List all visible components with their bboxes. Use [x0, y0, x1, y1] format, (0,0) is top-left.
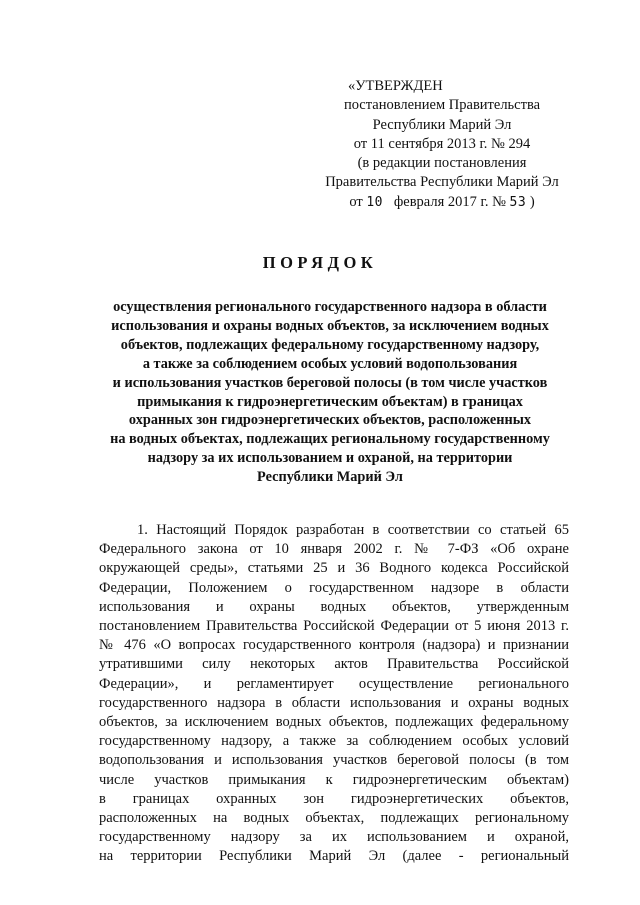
body-line: государственного надзора в области использования и охраны водных: [99, 694, 569, 711]
approval-line: (в редакции постановления: [357, 155, 527, 172]
approval-date-line: [318, 193, 566, 212]
body-line: 1. Настоящий Порядок разработан в соответствии со статьей 65: [137, 522, 569, 538]
body-paragraph: [99, 521, 569, 867]
body-line: использования и охраны водных объектов, утвержденным: [99, 598, 569, 615]
subtitle-line: на водных объектах, подлежащих региональному государственному: [110, 431, 550, 448]
body-line: водопользования и использования участков береговой полосы (в том: [99, 752, 569, 769]
document-subtitle: [84, 298, 576, 487]
body-line: объектов, за исключением водных объектов, подлежащих федеральному: [99, 714, 569, 731]
date-suffix: ): [529, 193, 535, 210]
date-prefix: от: [349, 193, 363, 210]
body-line: в границах охранных зон гидроэнергетических объектов,: [99, 790, 569, 807]
body-line: государственному надзору, а также за соблюдением особых условий: [99, 733, 569, 750]
body-line: постановлением Правительства Российской Федерации от 5 июня 2013 г.: [99, 618, 569, 635]
approval-line: постановлением Правительства: [343, 97, 541, 114]
subtitle-line: примыкания к гидроэнергетическим объектам) в границах: [137, 393, 523, 410]
approval-title: «УТВЕРЖДЕН: [348, 78, 443, 94]
body-line: расположенных на водных объектах, подлежащих региональному: [99, 810, 569, 827]
date-mid: февраля 2017 г. №: [393, 193, 506, 210]
date-day: 10: [366, 194, 383, 210]
subtitle-line: осуществления регионального государственного надзора в области: [113, 299, 547, 315]
approval-line: Республики Марий Эл: [372, 116, 512, 133]
approval-stamp: [318, 77, 566, 212]
body-line: № 476 «О вопросах государственного контроля (надзора) и признании: [99, 637, 569, 654]
subtitle-line: охранных зон гидроэнергетических объектов, расположенных: [128, 412, 532, 429]
subtitle-line: использования и охраны водных объектов, за исключением водных: [111, 317, 549, 334]
subtitle-line: Республики Марий Эл: [257, 469, 403, 486]
subtitle-line: надзору за их использованием и охраной, на территории: [147, 450, 513, 467]
subtitle-line: объектов, подлежащих федеральному государственному надзору,: [120, 336, 540, 353]
subtitle-line: и использования участков береговой полосы (в том числе участков: [112, 374, 548, 391]
body-line: Федерального закона от 10 января 2002 г. № 7-ФЗ «Об охране: [99, 541, 569, 558]
body-line: числе участков примыкания к гидроэнергетическим объектам): [99, 771, 569, 788]
body-line: окружающей среды», статьями 25 и 36 Водного кодекса Российской: [99, 560, 569, 577]
body-line: утратившими силу некоторых актов Правительства Российской: [99, 656, 569, 673]
approval-line: от 11 сентября 2013 г. № 294: [353, 135, 531, 152]
body-line: Федерации», и регламентирует осуществление регионального: [99, 675, 569, 692]
approval-line: Правительства Республики Марий Эл: [325, 174, 559, 191]
document-heading: ПОРЯДОК: [262, 253, 378, 272]
body-line: Федерации, Положением о государственном надзоре в области: [99, 579, 569, 596]
body-line: государственному надзору за их использованием и охраной,: [99, 829, 569, 846]
document-number: 53: [509, 194, 527, 210]
body-line: на территории Республики Марий Эл (далее - региональный: [99, 848, 569, 865]
subtitle-line: а также за соблюдением особых условий водопользования: [142, 355, 518, 372]
